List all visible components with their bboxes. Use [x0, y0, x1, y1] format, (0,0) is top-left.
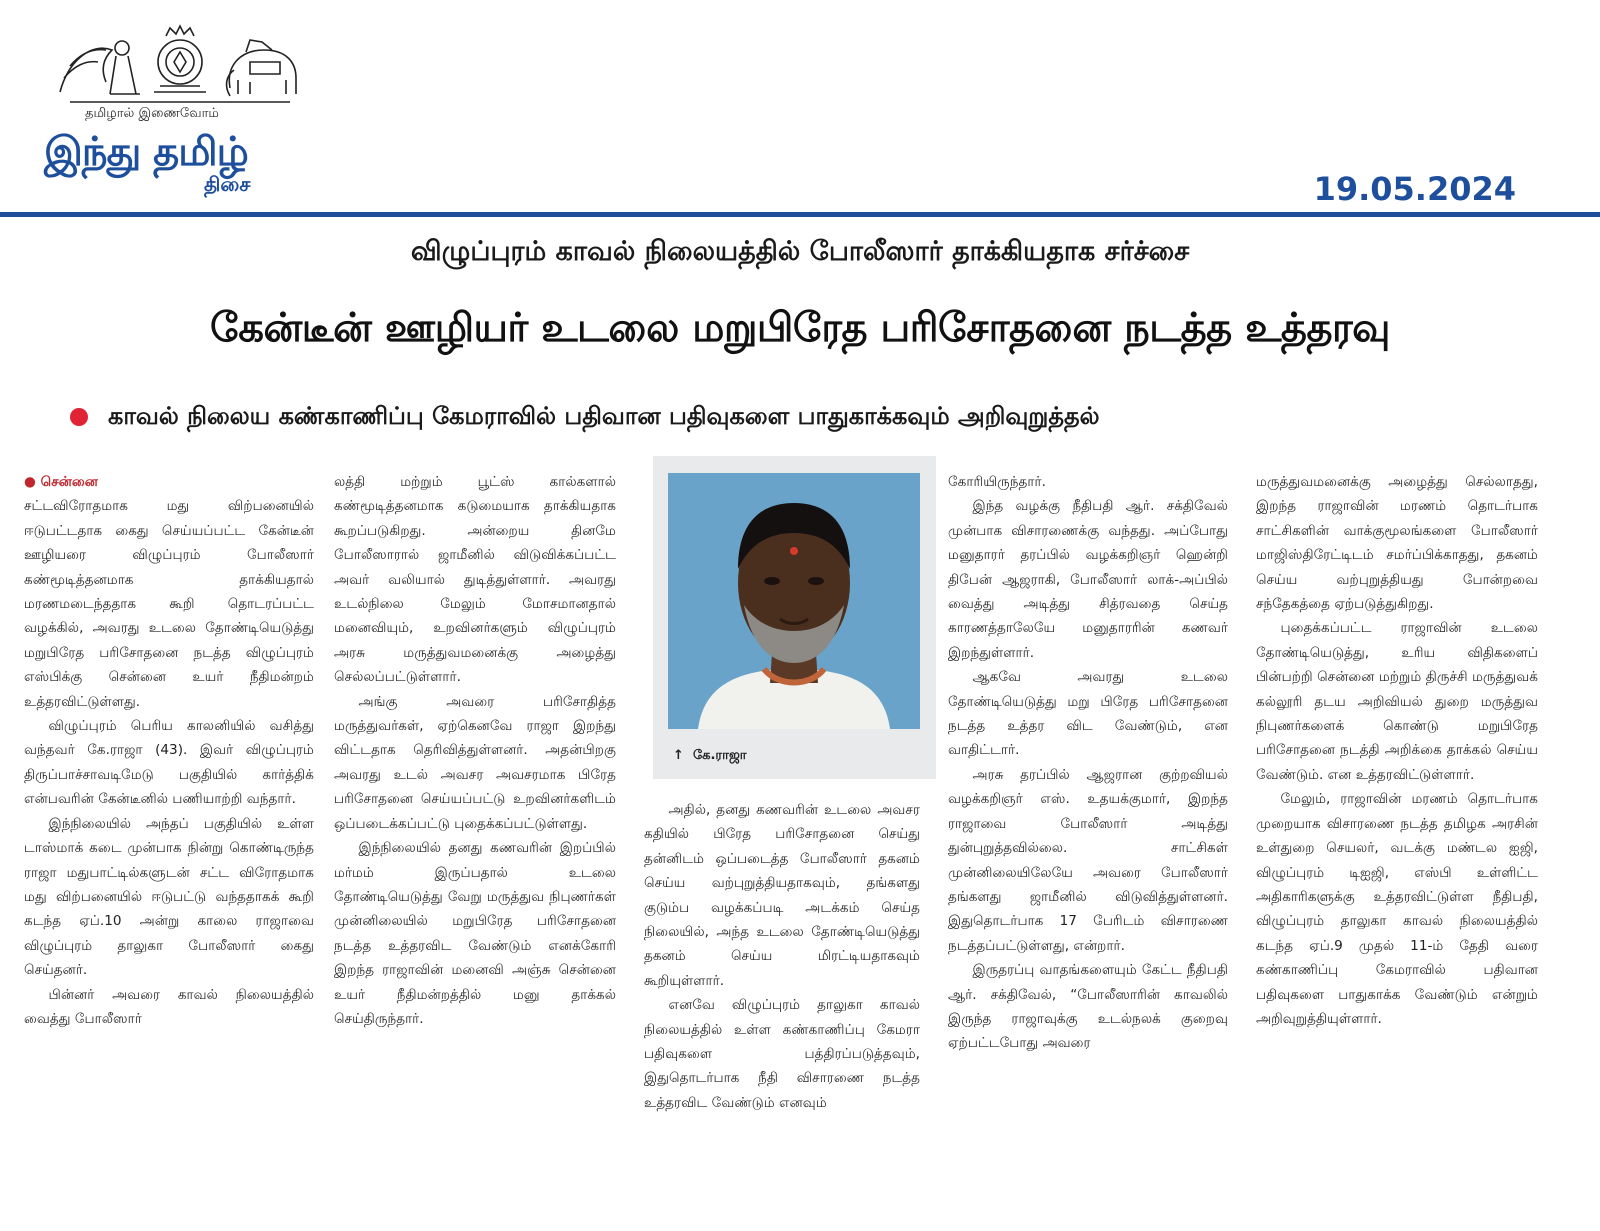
bullet-icon — [70, 408, 88, 426]
issue-date: 19.05.2024 — [1313, 170, 1516, 208]
article-kicker: விழுப்புரம் காவல் நிலையத்தில் போலீஸார் தாக்கியதாக சர்ச்சை — [410, 236, 1190, 267]
logo-brand: இந்து தமிழ் — [44, 129, 248, 175]
paragraph: இந்நிலையில் தனது கணவரின் இறப்பில் மர்மம் இருப்பதால் உடலை தோண்டியெடுத்து வேறு மருத்துவ நிபுணர்கள் முன்னிலையில் மறுபிரேத பரிசோதனை நடத்த உத்தரவிட வேண்டும் எனக்கோரி இறந்த ராஜாவின் மனைவி அஞ்சு சென்னை உயர் நீதிமன்றத்தில் மனு தாக்கல் செய்திருந்தார். — [334, 840, 616, 1027]
paragraph: கோரியிருந்தார். — [948, 474, 1046, 490]
paragraph: அங்கு அவரை பரிசோதித்த மருத்துவர்கள், ஏற்கெனவே ராஜா இறந்து விட்டதாக தெரிவித்துள்ளனர். அதன்பிறகு அவரது உடல் அவசர அவசரமாக பிரேத பரிசோதனை செய்யப்பட்டு உறவினர்களிடம் ஒப்படைக்கப்பட்டு புதைக்கப்பட்டுள்ளது. — [334, 693, 616, 832]
masthead-emblem — [50, 22, 310, 110]
dateline: ● சென்னை — [24, 474, 98, 490]
subhead-text: காவல் நிலைய கண்காணிப்பு கேமராவில் பதிவான பதிவுகளை பாதுகாக்கவும் அறிவுறுத்தல் — [108, 402, 1100, 430]
paragraph: மருத்துவமனைக்கு அழைத்து செல்லாதது, இறந்த ராஜாவின் மரணம் தொடர்பாக சாட்சிகளின் வாக்குமூலங்களை போலீஸார் மாஜிஸ்திரேட்டிடம் சமர்ப்பிக்காதது, தகனம் செய்ய வற்புறுத்தியது போன்றவை சந்தேகத்தை ஏற்படுத்துகிறது. — [1256, 474, 1538, 613]
paragraph: இந்நிலையில் அந்தப் பகுதியில் உள்ள டாஸ்மாக் கடை முன்பாக நின்று கொண்டிருந்த ராஜா மதுபாட்டில்களுடன் சட்ட விரோதமாக மது விற்பனையில் ஈடுபட்டு வந்ததாகக் கூறி கடந்த ஏப்.10 அன்று காலை ராஜாவை விழுப்புரம் தாலுகா போலீஸார் கைது செய்தனர். — [24, 815, 314, 979]
paragraph: பின்னர் அவரை காவல் நிலையத்தில் வைத்து போலீஸார் — [24, 986, 314, 1027]
article-column-2 — [334, 470, 616, 1031]
paragraph: புதைக்கப்பட்ட ராஜாவின் உடலை தோண்டியெடுத்து, உரிய விதிகளைப் பின்பற்றி சென்னை மற்றும் திருச்சி மருத்துவக் கல்லூரி தடய அறிவியல் துறை மருத்துவ நிபுணர்களைக் கொண்டு மறுபிரேத பரிசோதனை நடத்தி அறிக்கை தாக்கல் செய்ய வேண்டும். என உத்தரவிட்டுள்ளார். — [1256, 620, 1538, 783]
article-column-5 — [1256, 470, 1538, 1031]
paragraph: மேலும், ராஜாவின் மரணம் தொடர்பாக முறையாக விசாரணை நடத்த தமிழக அரசின் உள்துறை செயலர், வடக்கு மண்டல ஐஜி, விழுப்புரம் டிஐஜி, எஸ்பி உள்ளிட்ட அதிகாரிகளுக்கு உத்தரவிட்டுள்ள நீதிபதி, விழுப்புரம் தாலுகா காவல் நிலையத்தில் கடந்த ஏப்.9 முதல் 11-ம் தேதி வரை கண்காணிப்பு கேமராவில் பதிவான பதிவுகளை பாதுகாக்க வேண்டும் என்றும் அறிவுறுத்தியுள்ளார். — [1256, 791, 1538, 1027]
paragraph: அரசு தரப்பில் ஆஜரான குற்றவியல் வழக்கறிஞர் எஸ். உதயக்குமார், இறந்த ராஜாவை போலீஸார் அடித்து துன்புறுத்தவில்லை. சாட்சிகள் முன்னிலையிலேயே அவரை போலீஸார் தங்களது ஜாமீனில் விடுவித்துள்ளனர். இதுதொடர்பாக 17 பேரிடம் விசாரணை நடத்தப்பட்டுள்ளது, என்றார். — [948, 766, 1228, 954]
newspaper-logo — [44, 129, 251, 196]
paragraph: எனவே விழுப்புரம் தாலுகா காவல் நிலையத்தில் உள்ள கண்காணிப்பு கேமரா பதிவுகளை பத்திரப்படுத்தவும், இதுதொடர்பாக நீதி விசாரணை நடத்த உத்தரவிட வேண்டும் எனவும் — [644, 997, 920, 1111]
article-photo — [653, 456, 936, 779]
paragraph: ஆகவே அவரது உடலை தோண்டியெடுத்து மறு பிரேத பரிசோதனை நடத்த உத்தர விட வேண்டும், என வாதிட்டார். — [948, 669, 1228, 759]
caption-text: கே.ராஜா — [692, 748, 747, 763]
article-subhead — [70, 402, 1100, 433]
paragraph: விழுப்புரம் பெரிய காலனியில் வசித்து வந்தவர் கே.ராஜா (43). இவர் விழுப்புரம் திருப்பாச்சாவடிமேடு பகுதியில் கார்த்திக் என்பவரின் கேன்டீனில் பணியாற்றி வந்தார். — [24, 718, 314, 808]
paragraph: லத்தி மற்றும் பூட்ஸ் கால்களால் கண்மூடித்தனமாக கடுமையாக தாக்கியதாக கூறப்படுகிறது. அன்றைய தினமே போலீஸாரால் ஜாமீனில் விடுவிக்கப்பட்ட அவர் வலியால் துடித்துள்ளார். அவரது உடல்நிலை மேலும் மோசமானதால் மனைவியும், உறவினர்களும் விழுப்புரம் அரசு மருத்துவமனைக்கு அழைத்து செல்லப்பட்டுள்ளார். — [334, 474, 616, 686]
paragraph: இந்த வழக்கு நீதிபதி ஆர். சக்திவேல் முன்பாக விசாரணைக்கு வந்தது. அப்போது மனுதாரர் தரப்பில் வழக்கறிஞர் ஹென்றி திபேன் ஆஜராகி, போலீஸார் லாக்-அப்பில் வைத்து அடித்து சித்ரவதை செய்த காரணத்தாலேயே மனுதாரரின் கணவர் இறந்துள்ளார். — [948, 498, 1228, 661]
logo-brand-sub: திசை — [204, 172, 251, 196]
portrait-icon — [668, 473, 920, 729]
article-headline: கேன்டீன் ஊழியர் உடலை மறுபிரேத பரிசோதனை நடத்த உத்தரவு — [210, 305, 1390, 351]
masthead-tagline: தமிழால் இணைவோம் — [85, 106, 219, 121]
masthead-divider — [0, 212, 1600, 217]
portrait-image — [668, 473, 920, 729]
dateline-text: சென்னை — [40, 474, 98, 490]
paragraph: சட்டவிரோதமாக மது விற்பனையில் ஈடுபட்டதாக கைது செய்யப்பட்ட கேன்டீன் ஊழியரை விழுப்புரம் போலீஸார் கண்மூடித்தனமாக தாக்கியதால் மரணமடைந்ததாக கூறி தொடரப்பட்ட வழக்கில், அவரது உடலை தோண்டியெடுத்து மறுபிரேத பரிசோதனை நடத்த விழுப்புரம் எஸ்பிக்கு சென்னை உயர் நீதிமன்றம் உத்தரவிட்டுள்ளது. — [24, 498, 314, 710]
article-column-4 — [948, 470, 1228, 1056]
photo-caption: ↑ கே.ராஜா — [673, 748, 747, 763]
article-column-1 — [24, 470, 314, 1031]
article-column-3 — [644, 798, 920, 1115]
paragraph: இருதரப்பு வாதங்களையும் கேட்ட நீதிபதி ஆர். சக்திவேல், “போலீஸாரின் காவலில் இருந்த ராஜாவுக்கு உடல்நலக் குறைவு ஏற்பட்டபோது அவரை — [948, 962, 1228, 1052]
paragraph: அதில், தனது கணவரின் உடலை அவசர கதியில் பிரேத பரிசோதனை செய்து தன்னிடம் ஒப்படைத்த போலீஸார் தகனம் செய்ய வற்புறுத்தியதாகவும், தங்களது குடும்ப வழக்கப்படி அடக்கம் செய்த நிலையில், அந்த உடலை தோண்டியெடுத்து தகனம் செய்ய மிரட்டியதாகவும் கூறியுள்ளார். — [644, 802, 920, 989]
